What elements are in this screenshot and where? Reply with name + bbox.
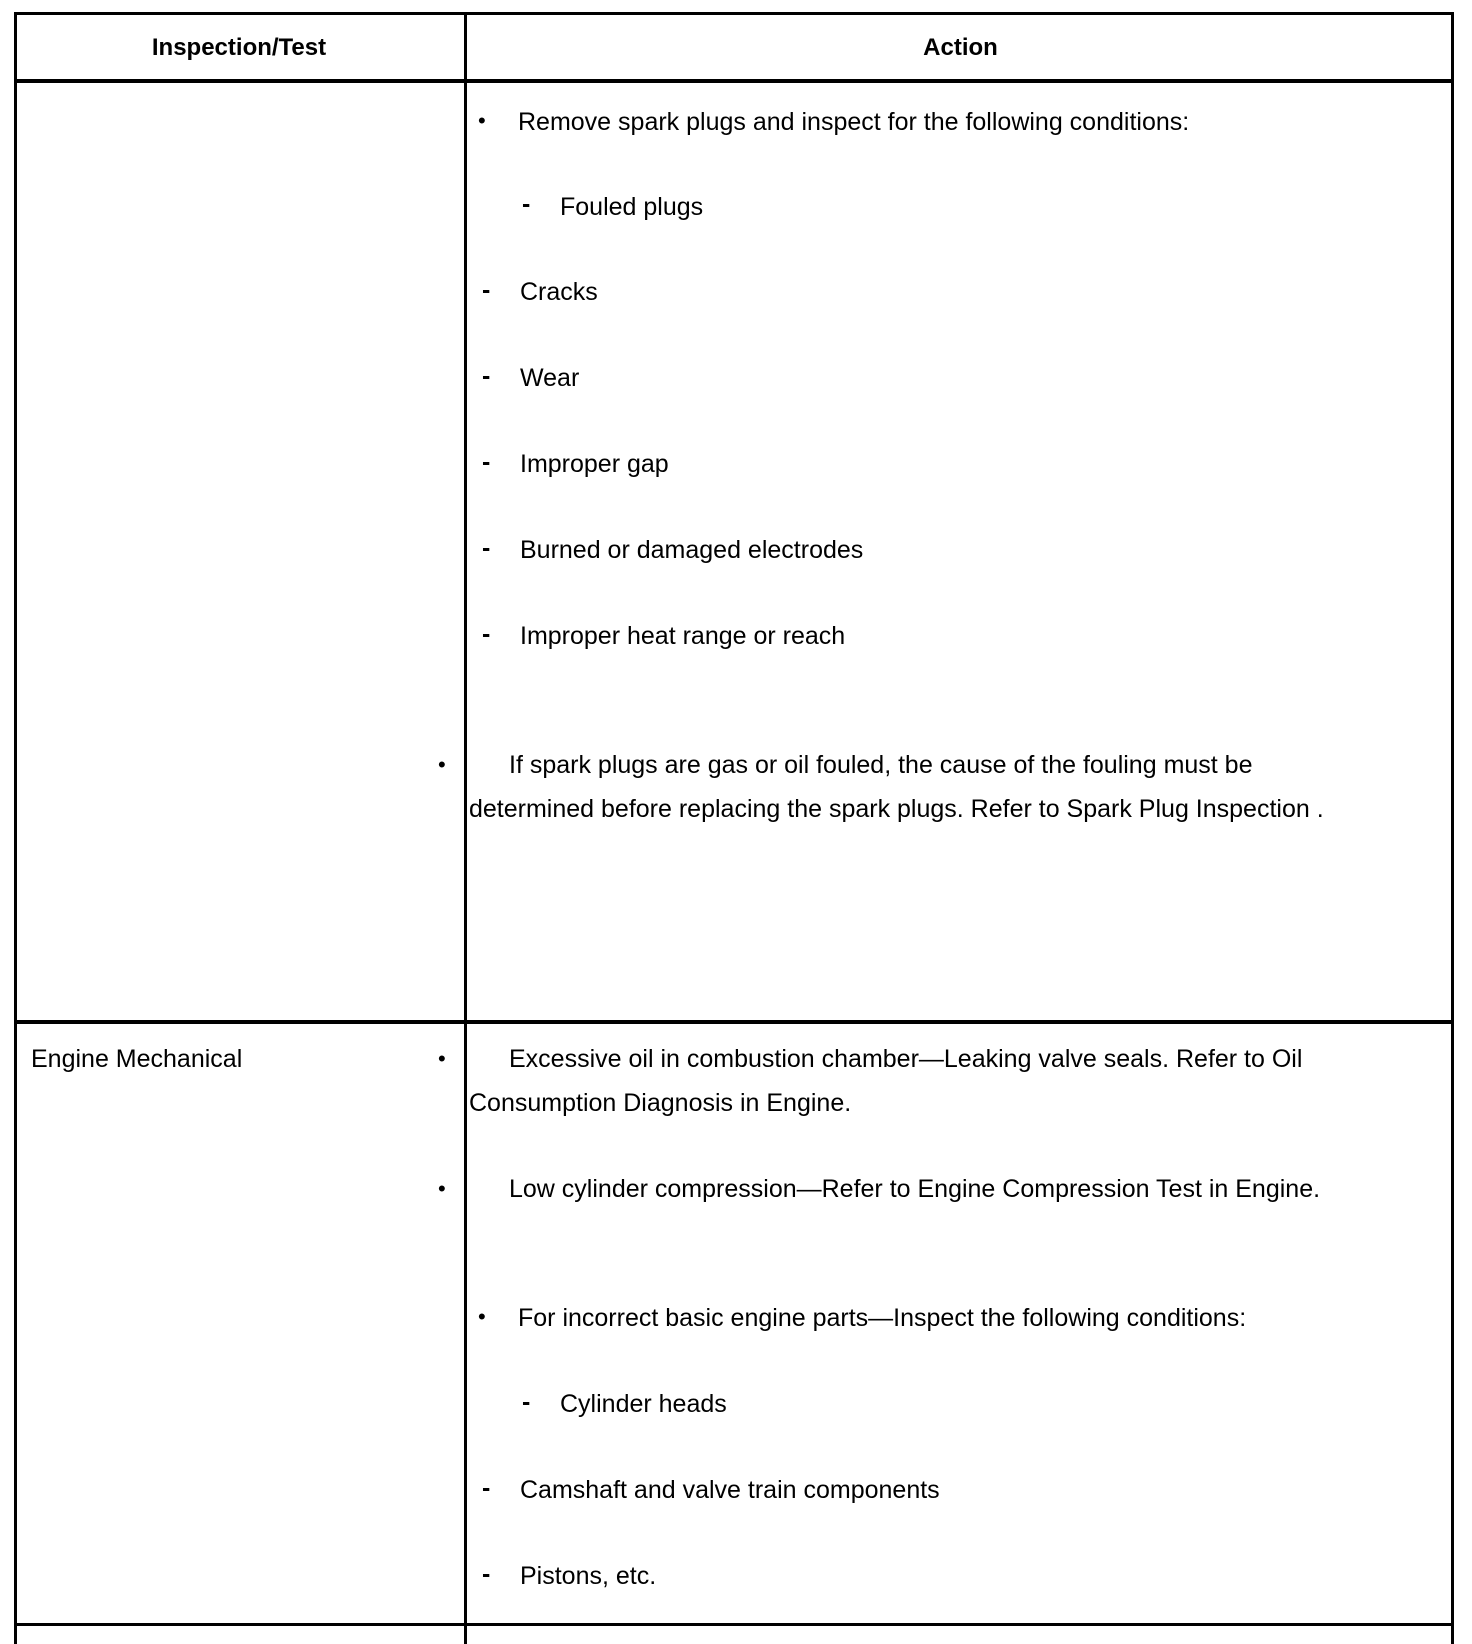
list-item-text: If spark plugs are gas or oil fouled, the cause of the fouling must be determined before replacing the spark plugs. Refer to Spark Plug Inspection . <box>469 751 1324 823</box>
bullet-marker: • <box>438 752 446 777</box>
bullet-marker: • <box>438 1046 446 1071</box>
list-item <box>438 1167 1369 1211</box>
list-item: Improper heat range or reach <box>520 622 846 650</box>
dash-marker: - <box>482 276 491 304</box>
list-item: Remove spark plugs and inspect for the following conditions: <box>518 108 1190 136</box>
list-item <box>438 743 1349 831</box>
list-item-text: Low cylinder compression—Refer to Engine Compression Test in Engine. <box>509 1175 1321 1203</box>
dash-marker: - <box>482 1560 491 1588</box>
dash-marker: - <box>482 620 491 648</box>
inspection-label: Engine Mechanical <box>31 1045 243 1073</box>
list-item: Wear <box>520 364 580 392</box>
list-item <box>438 1037 1369 1125</box>
dash-marker: - <box>482 362 491 390</box>
dash-marker: - <box>482 534 491 562</box>
table-border-left <box>14 12 17 1644</box>
list-item: Camshaft and valve train components <box>520 1476 940 1504</box>
bullet-marker: • <box>478 1304 486 1329</box>
list-item: Improper gap <box>520 450 669 478</box>
list-item: For incorrect basic engine parts—Inspect the following conditions: <box>518 1304 1247 1332</box>
bullet-marker: • <box>438 1176 446 1201</box>
list-item-text: Excessive oil in combustion chamber—Leaking valve seals. Refer to Oil Consumption Diagnosis in Engine. <box>469 1045 1303 1117</box>
dash-marker: - <box>522 1388 531 1416</box>
dash-marker: - <box>522 190 531 218</box>
table-border-right <box>1451 12 1454 1644</box>
header-action: Action <box>923 34 998 61</box>
header-inspection-test: Inspection/Test <box>151 34 327 61</box>
table-bottom-line <box>14 1623 1454 1626</box>
list-item: Fouled plugs <box>560 193 704 221</box>
list-item: Pistons, etc. <box>520 1562 657 1590</box>
column-divider <box>464 12 467 1644</box>
header-divider <box>14 79 1454 83</box>
list-item: Cracks <box>520 278 598 306</box>
bullet-marker: • <box>478 108 486 133</box>
list-item: Burned or damaged electrodes <box>520 536 864 564</box>
row-divider <box>14 1020 1454 1024</box>
table-border-top <box>14 12 1454 15</box>
dash-marker: - <box>482 1474 491 1502</box>
dash-marker: - <box>482 448 491 476</box>
list-item: Cylinder heads <box>560 1390 727 1418</box>
